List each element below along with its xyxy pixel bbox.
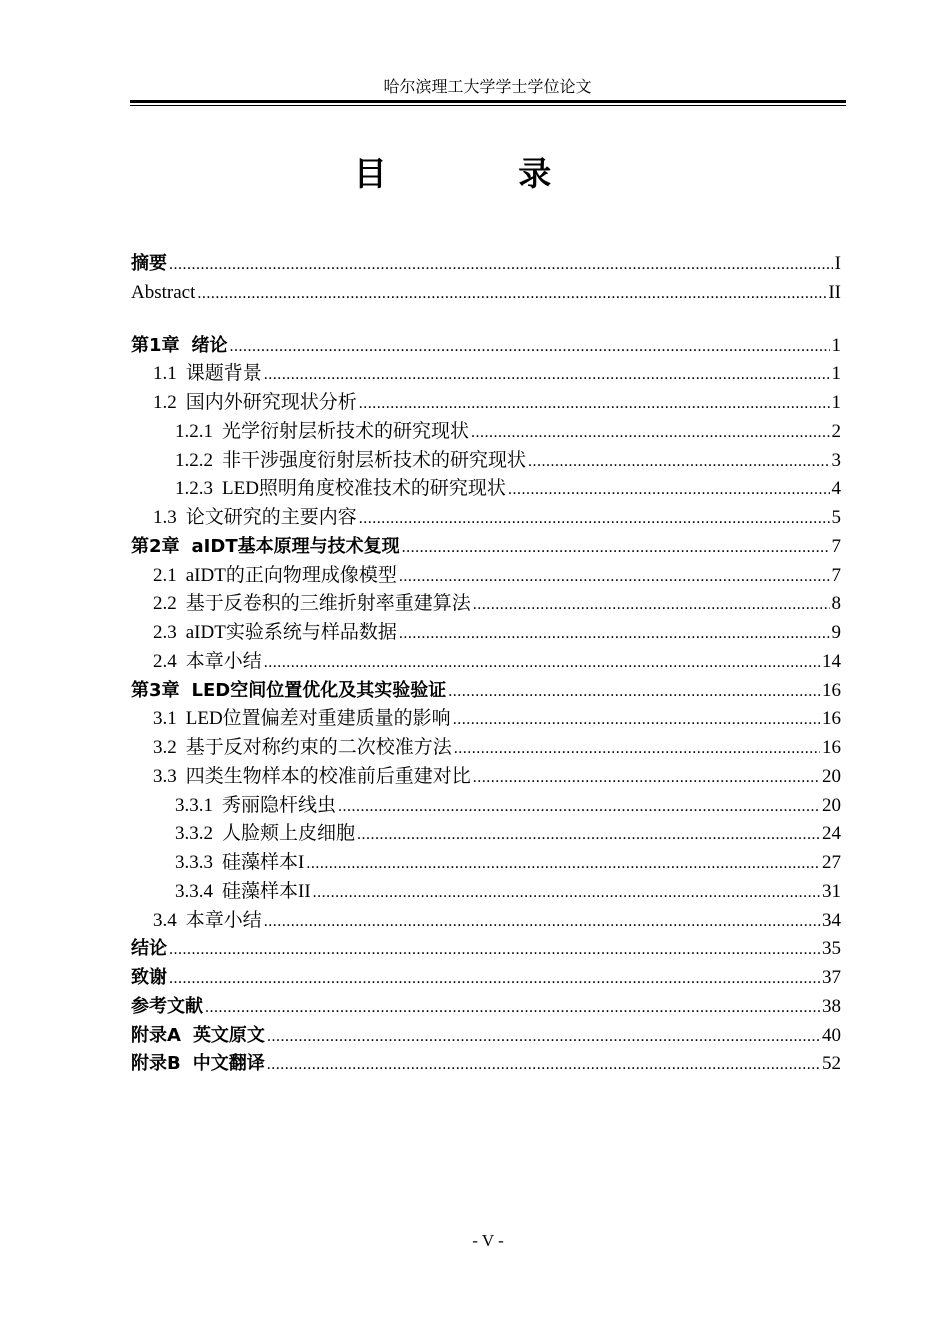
toc-entry-page: 40 [822, 1024, 841, 1046]
toc-entry-page: 52 [822, 1053, 841, 1075]
dot-leader [267, 1023, 820, 1051]
toc-entry-page: 9 [831, 622, 841, 643]
toc-entry-label: 参考文献 [131, 995, 203, 1017]
toc-entry[interactable] [131, 907, 841, 936]
dot-leader [264, 361, 830, 389]
dot-leader [473, 591, 830, 619]
toc-entry[interactable] [131, 590, 841, 619]
page-title: 目 录 [353, 154, 612, 193]
toc-entry-page: 7 [831, 535, 841, 557]
toc-entry-page: 37 [822, 967, 841, 988]
toc-entry-number: 附录A [131, 1024, 181, 1046]
toc-entry-number: 第3章 [131, 679, 180, 701]
toc-entry[interactable] [131, 475, 841, 504]
dot-leader [169, 965, 820, 993]
toc-entry-label: LED照明角度校准技术的研究现状 [222, 478, 506, 500]
dot-leader [528, 448, 829, 476]
toc-entry-label: 硅藻样本II [222, 880, 311, 902]
toc-entry-page: 38 [822, 995, 841, 1017]
toc-entry[interactable] [131, 619, 841, 648]
toc-entry-number: 3.3.1 [175, 794, 213, 816]
toc-entry[interactable] [131, 705, 841, 734]
header-thin-rule [130, 105, 846, 106]
dot-leader [313, 879, 820, 907]
toc-entry-label: LED空间位置优化及其实验验证 [191, 679, 447, 701]
toc-entry[interactable] [131, 792, 841, 821]
toc-entry-number: 3.3 [153, 765, 177, 787]
toc-entry-page: 20 [822, 794, 841, 816]
toc-entry-page: 14 [822, 650, 841, 672]
toc-entry-number: 1.2.2 [175, 449, 213, 471]
toc-entry-label: 课题背景 [185, 363, 262, 385]
toc-entry-page: 2 [831, 420, 841, 442]
dot-leader [402, 534, 830, 562]
toc-entry-page: 24 [822, 823, 841, 845]
toc-entry[interactable] [131, 279, 841, 308]
toc-entry-page: 20 [822, 765, 841, 787]
dot-leader [169, 251, 833, 279]
toc-entry-number: 第1章 [131, 334, 180, 356]
dot-leader [230, 333, 830, 361]
toc-entry[interactable] [131, 935, 841, 964]
toc-entry[interactable] [131, 878, 841, 907]
dot-leader [399, 563, 830, 591]
dot-leader [473, 764, 820, 792]
toc-entry-page: 8 [831, 593, 841, 615]
dot-leader [359, 505, 830, 533]
toc-entry-page: 34 [822, 909, 841, 931]
toc-entry-label: aIDT基本原理与技术复现 [191, 535, 400, 557]
toc-entry-page: 16 [822, 708, 841, 730]
toc-entry-page: 4 [831, 478, 841, 500]
toc-entry[interactable] [131, 360, 841, 389]
dot-leader [357, 821, 820, 849]
toc-entry-label: Abstract [131, 281, 196, 303]
toc-entry-label: 本章小结 [185, 909, 262, 931]
toc-entry-label: 论文研究的主要内容 [185, 507, 357, 528]
toc-entry-number: 2.4 [153, 650, 177, 672]
toc-entry-page: 31 [822, 880, 841, 902]
toc-entry-label: 非干涉强度衍射层析技术的研究现状 [222, 449, 527, 471]
toc-entry-page: 35 [822, 938, 841, 960]
dot-leader [453, 706, 820, 734]
toc-entry[interactable] [131, 418, 841, 447]
toc-entry[interactable] [131, 533, 841, 562]
toc-entry-number: 3.3.2 [175, 823, 213, 845]
toc-entry-label: 四类生物样本的校准前后重建对比 [185, 765, 471, 787]
toc-entry-number: 1.2.3 [175, 478, 213, 500]
toc-entry-label: 基于反对称约束的二次校准方法 [185, 737, 452, 758]
toc-entry-label: 绪论 [191, 334, 228, 356]
toc-entry-label: 硅藻样本I [222, 852, 305, 873]
toc-entry-label: aIDT的正向物理成像模型 [185, 564, 397, 586]
toc-entry-label: 中文翻译 [192, 1053, 265, 1075]
toc-entry[interactable] [131, 648, 841, 677]
dot-leader [454, 735, 820, 763]
toc-entry[interactable] [131, 820, 841, 849]
toc-entry-page: 1 [831, 392, 841, 413]
toc-entry-page: 27 [822, 852, 841, 873]
toc-entry-page: II [828, 281, 841, 303]
toc-entry[interactable] [131, 562, 841, 591]
toc-entry-page: 5 [831, 507, 841, 528]
header-thick-rule [130, 100, 846, 103]
toc-entry-page: 1 [831, 334, 841, 356]
dot-leader [448, 678, 820, 706]
toc-entry-number: 1.3 [153, 507, 177, 528]
toc-entry[interactable] [131, 849, 841, 878]
dot-leader [306, 850, 820, 878]
toc-entry-number: 2.3 [153, 622, 177, 643]
toc-entry-page: I [834, 253, 841, 274]
toc-entry-number: 3.3.3 [175, 852, 213, 873]
toc-entry-label: 秀丽隐杆线虫 [222, 794, 337, 816]
toc-entry-label: 基于反卷积的三维折射率重建算法 [185, 593, 471, 615]
table-of-contents [131, 250, 841, 1079]
toc-entry-label: 人脸颊上皮细胞 [222, 823, 356, 845]
dot-leader [359, 390, 830, 418]
toc-entry-label: 英文原文 [192, 1024, 265, 1046]
dot-leader [169, 936, 820, 964]
toc-entry-label: 光学衍射层析技术的研究现状 [222, 420, 470, 442]
toc-entry-page: 16 [822, 679, 841, 701]
toc-entry-label: 国内外研究现状分析 [185, 392, 357, 413]
dot-leader [197, 280, 826, 308]
toc-entry[interactable] [131, 993, 841, 1022]
toc-entry[interactable] [131, 763, 841, 792]
toc-entry-page: 3 [831, 449, 841, 471]
toc-entry[interactable] [131, 332, 841, 361]
toc-entry[interactable] [131, 1050, 841, 1079]
dot-leader [399, 620, 830, 648]
toc-entry[interactable] [131, 504, 841, 533]
toc-entry[interactable] [131, 389, 841, 418]
toc-entry-number: 1.2 [153, 392, 177, 413]
dot-leader [205, 994, 820, 1022]
toc-entry[interactable] [131, 677, 841, 706]
toc-entry-number: 3.4 [153, 909, 177, 931]
toc-entry-number: 3.1 [153, 708, 177, 730]
toc-entry-page: 7 [831, 564, 841, 586]
toc-entry-number: 1.2.1 [175, 420, 213, 442]
toc-entry-number: 附录B [131, 1053, 181, 1075]
toc-entry-number: 3.2 [153, 737, 177, 758]
toc-entry-label: 本章小结 [185, 650, 262, 672]
toc-entry[interactable] [131, 250, 841, 279]
toc-entry-number: 第2章 [131, 535, 180, 557]
toc-entry-page: 16 [822, 737, 841, 758]
toc-entry-page: 1 [831, 363, 841, 385]
toc-entry-label: aIDT实验系统与样品数据 [185, 622, 397, 643]
toc-entry-number: 2.2 [153, 593, 177, 615]
toc-entry[interactable] [131, 964, 841, 993]
toc-entry[interactable] [131, 734, 841, 763]
toc-entry[interactable] [131, 447, 841, 476]
toc-entry-label: 结论 [131, 938, 167, 960]
dot-leader [471, 419, 829, 447]
toc-entry-number: 3.3.4 [175, 880, 213, 902]
dot-leader [338, 793, 820, 821]
toc-entry-number: 2.1 [153, 564, 177, 586]
page-number: - V - [472, 1231, 504, 1250]
running-header: 哈尔滨理工大学学士学位论文 [383, 79, 592, 96]
dot-leader [508, 476, 830, 504]
dot-leader [267, 1051, 820, 1079]
dot-leader [264, 649, 820, 677]
dot-leader [264, 908, 820, 936]
toc-entry[interactable] [131, 1022, 841, 1051]
toc-entry-number: 1.1 [153, 363, 177, 385]
toc-entry-label: LED位置偏差对重建质量的影响 [185, 708, 451, 730]
toc-entry-label: 致谢 [131, 967, 167, 988]
toc-entry-label: 摘要 [131, 253, 167, 274]
